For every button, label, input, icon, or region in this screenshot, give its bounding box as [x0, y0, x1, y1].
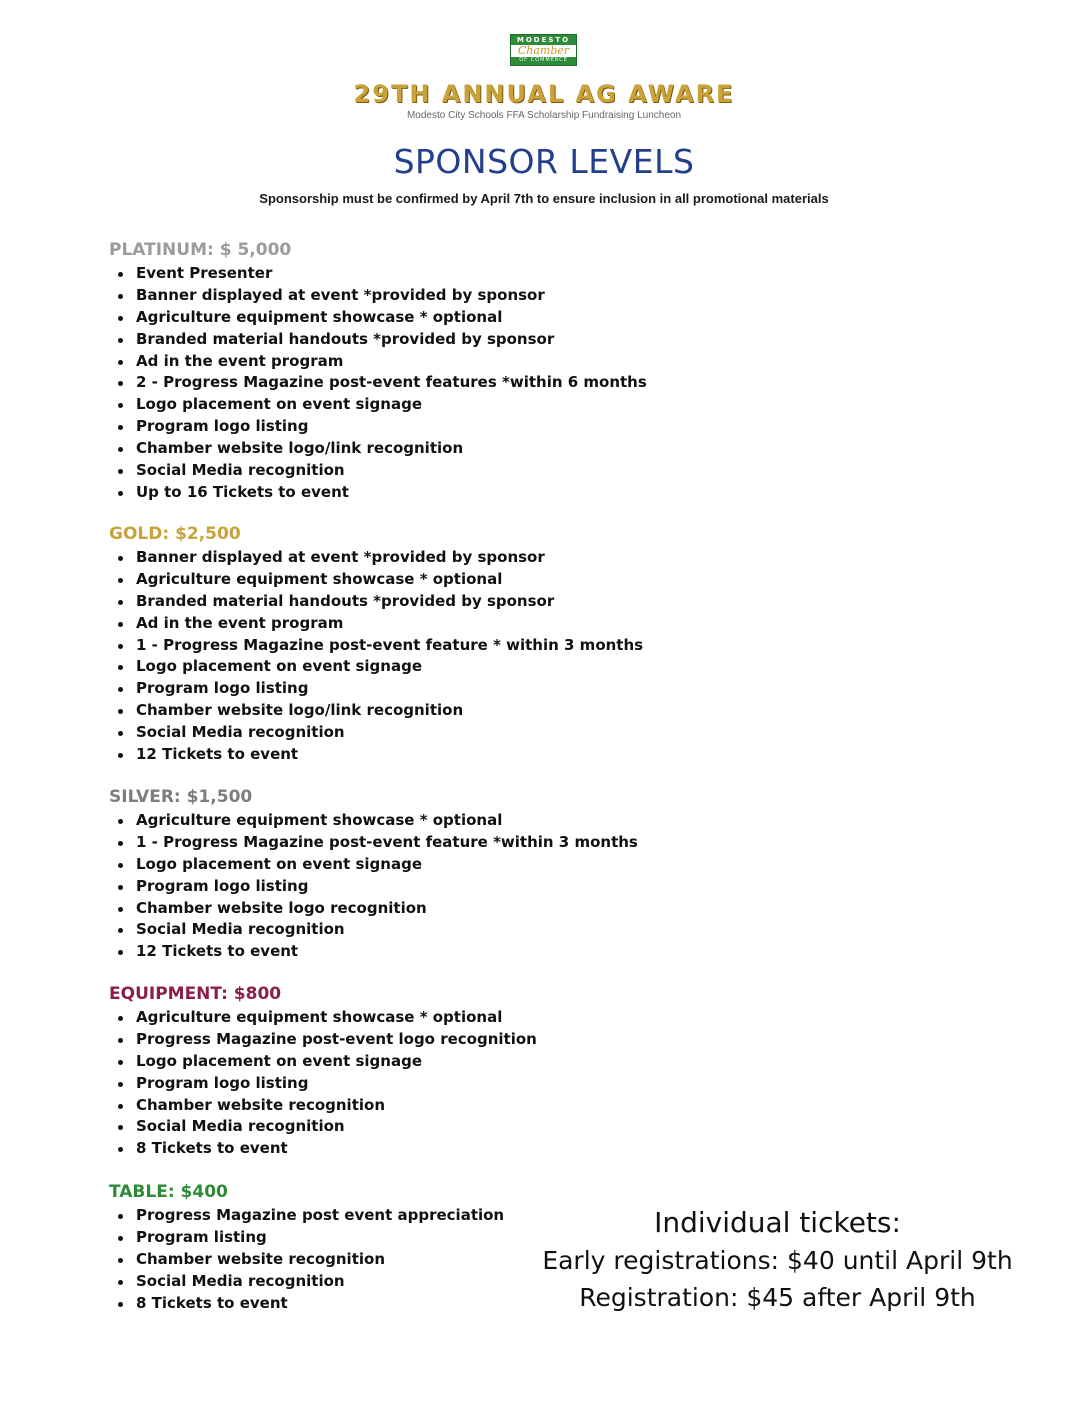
benefit-list [109, 263, 647, 504]
list-item: Progress Magazine post event appreciation [109, 1205, 504, 1227]
list-item: Agriculture equipment showcase * optional [109, 1007, 537, 1029]
list-item: 1 - Progress Magazine post-event feature * within 3 months [109, 635, 643, 657]
early-registration: Early registrations: $40 until April 9th [542, 1246, 1013, 1275]
list-item: Chamber website logo/link recognition [109, 438, 647, 460]
level-title: TABLE: $400 [109, 1182, 228, 1202]
list-item: 12 Tickets to event [109, 744, 643, 766]
list-item: Logo placement on event signage [109, 394, 647, 416]
benefit-list [109, 810, 638, 963]
list-item: Program logo listing [109, 876, 638, 898]
list-item: Ad in the event program [109, 613, 643, 635]
level-platinum [109, 239, 647, 504]
list-item: Social Media recognition [109, 722, 643, 744]
list-item: Program logo listing [109, 1073, 537, 1095]
list-item: Branded material handouts *provided by sponsor [109, 591, 643, 613]
list-item: 2 - Progress Magazine post-event features *within 6 months [109, 372, 647, 394]
level-gold [109, 523, 643, 766]
list-item: 8 Tickets to event [109, 1293, 504, 1315]
list-item: Up to 16 Tickets to event [109, 482, 647, 504]
list-item: Logo placement on event signage [109, 656, 643, 678]
list-item: Branded material handouts *provided by sponsor [109, 329, 647, 351]
list-item: 12 Tickets to event [109, 941, 638, 963]
level-table [109, 1181, 504, 1314]
level-equipment [109, 983, 537, 1160]
list-item: Chamber website recognition [109, 1095, 537, 1117]
logo-mid-text: Chamber [511, 45, 576, 57]
list-item: Logo placement on event signage [109, 854, 638, 876]
list-item: Program logo listing [109, 678, 643, 700]
list-item: Program logo listing [109, 416, 647, 438]
list-item: 1 - Progress Magazine post-event feature *within 3 months [109, 832, 638, 854]
benefit-list [109, 547, 643, 766]
list-item: Banner displayed at event *provided by sponsor [109, 285, 647, 307]
page-title: SPONSOR LEVELS [393, 142, 695, 181]
list-item: Banner displayed at event *provided by sponsor [109, 547, 643, 569]
benefit-list [109, 1205, 504, 1314]
list-item: Ad in the event program [109, 351, 647, 373]
list-item: Chamber website logo recognition [109, 898, 638, 920]
benefit-list [109, 1007, 537, 1160]
list-item: Agriculture equipment showcase * optional [109, 307, 647, 329]
list-item: Chamber website logo/link recognition [109, 700, 643, 722]
logo-top-text: MODESTO [516, 36, 571, 44]
chamber-logo [510, 34, 577, 66]
level-title: GOLD: $2,500 [109, 524, 241, 544]
list-item: Social Media recognition [109, 1271, 504, 1293]
confirmation-notice: Sponsorship must be confirmed by April 7th to ensure inclusion in all promotional materials [259, 191, 829, 206]
regular-registration: Registration: $45 after April 9th [579, 1283, 976, 1312]
event-subtitle: Modesto City Schools FFA Scholarship Fundraising Luncheon [406, 110, 682, 121]
list-item: Agriculture equipment showcase * optional [109, 569, 643, 591]
individual-tickets [530, 1204, 1025, 1316]
level-silver [109, 786, 638, 963]
list-item: Social Media recognition [109, 1116, 537, 1138]
logo-bottom-text: OF COMMERCE [519, 57, 568, 63]
list-item: Chamber website recognition [109, 1249, 504, 1271]
tickets-heading: Individual tickets: [654, 1206, 901, 1239]
level-title: PLATINUM: $ 5,000 [109, 240, 292, 260]
level-title: SILVER: $1,500 [109, 787, 253, 807]
list-item: Event Presenter [109, 263, 647, 285]
list-item: 8 Tickets to event [109, 1138, 537, 1160]
list-item: Social Media recognition [109, 919, 638, 941]
list-item: Social Media recognition [109, 460, 647, 482]
level-title: EQUIPMENT: $800 [109, 984, 282, 1004]
list-item: Agriculture equipment showcase * optional [109, 810, 638, 832]
list-item: Logo placement on event signage [109, 1051, 537, 1073]
list-item: Program listing [109, 1227, 504, 1249]
list-item: Progress Magazine post-event logo recognition [109, 1029, 537, 1051]
event-title: 29TH ANNUAL AG AWARE [353, 80, 735, 108]
